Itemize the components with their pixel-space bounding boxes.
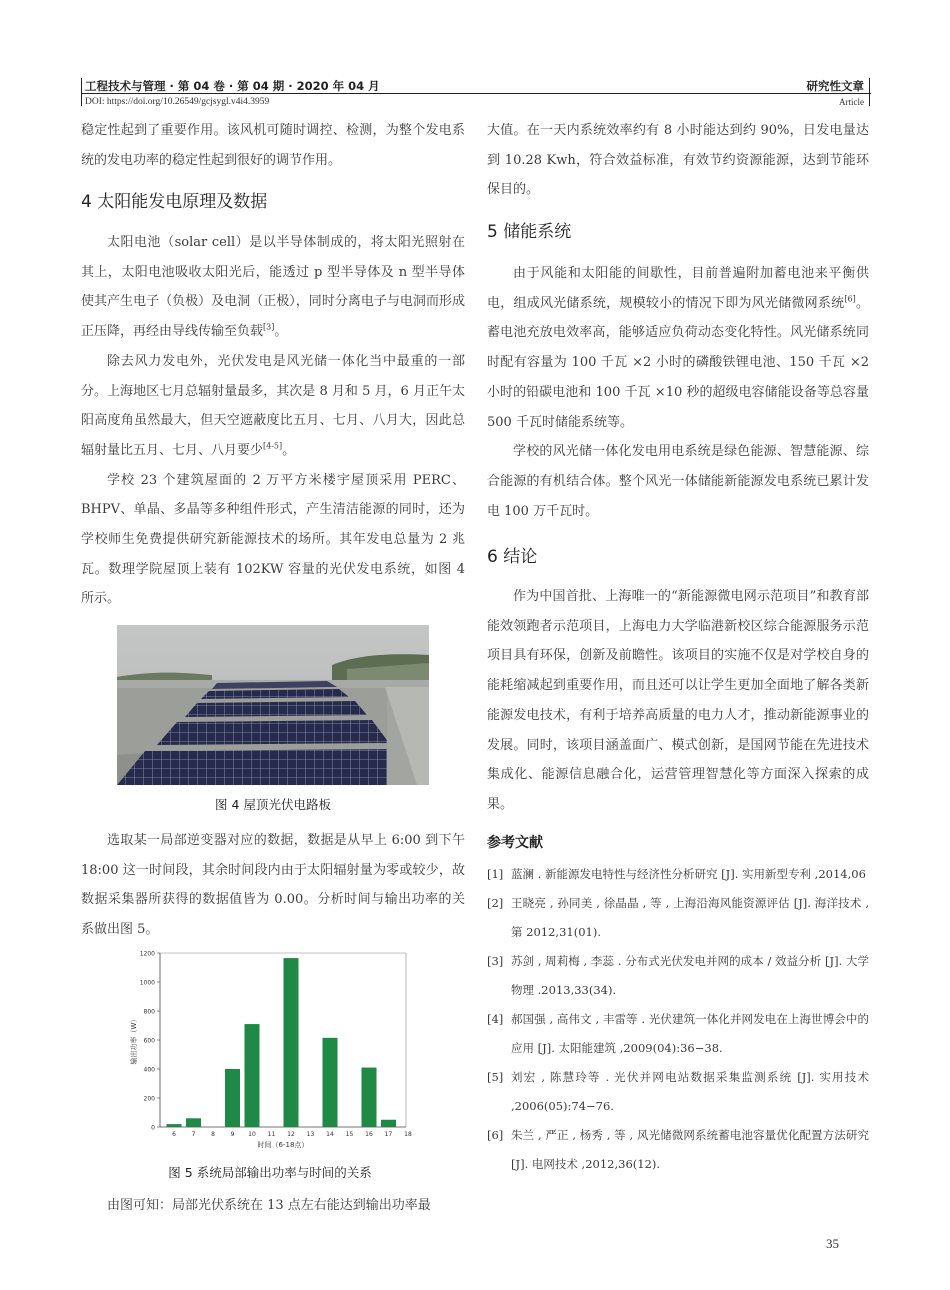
ref-text: 王晓亮 , 孙同美 , 徐晶晶 , 等 , 上海沿海风能资源评估 [J]. 海洋技术 , 第 2012,31(01). [511,896,869,939]
ref-number: [1] [487,867,504,881]
bar-9 [225,1069,240,1127]
header-rule [81,93,871,94]
section-heading-6: 6 结论 [487,547,538,567]
left-column-last [81,1191,465,1221]
ref-text: 朱兰 , 严正 , 杨秀 , 等 , 风光储微网系统蓄电池容量优化配置方法研究 [J]. 电网技术 ,2012,36(12). [511,1128,869,1171]
figure-4-caption: 图 4 屋顶光伏电路板 [215,797,331,812]
solar-panels-image [117,625,429,785]
ref-text: 蓝澜 . 新能源发电特性与经济性分析研究 [J]. 实用新型专利 ,2014,06 [511,867,866,881]
bar-chart [120,945,420,1155]
x-tick-label: 16 [365,1131,373,1138]
x-axis-label: 时间（6-18点） [257,1141,309,1149]
citation: [4-5] [263,441,283,451]
section-label-en: Article [839,97,864,107]
x-tick-label: 18 [404,1131,412,1138]
left-column-top [81,116,465,175]
paragraph: 作为中国首批、上海唯一的“新能源微电网示范项目”和教育部能效领跑者示范项目，上海电力大学临港新校区综合能源服务示范项目具有环保，创新及前瞻性。该项目的实施不仅是对学校自身的能耗缩减起到重要作用，而且还可以让学生更加全面地了解各类新能源发电技术，有利于培养高质量的电力人才，推动新能源事业的发展。同时，该项目涵盖面广、模式创新，是国网节能在先进技术集成化、能源信息融合化，运营管理智慧化等方面深入探索的成果。 [487,589,869,812]
x-tick-label: 15 [345,1131,354,1138]
figure-5-chart [120,945,420,1155]
y-tick-label: 800 [143,1008,155,1016]
bar-16 [362,1068,377,1127]
ref-text: 刘宏 , 陈慧玲等 . 光伏并网电站数据采集监测系统 [J]. 实用技术 ,2006(05):74−76. [511,1070,869,1113]
x-tick-label: 6 [172,1131,176,1138]
reference-item [487,889,869,947]
paragraph-text: 除去风力发电外，光伏发电是风光储一体化当中最重的一部分。上海地区七月总辐射量最多，其次是 8 月和 5 月，6 月正午太阳高度角虽然最大，但天空遮蔽度比五月、七月、八月大，因此总辐射量比五月、七月、八月要少 [81,353,465,458]
x-tick-label: 11 [267,1131,276,1138]
paragraph-text: 由于风能和太阳能的间歇性，目前普遍附加蓄电池来平衡供电，组成风光储系统，规模较小的情况下即为风光储微网系统 [487,266,869,311]
paragraph: 选取某一局部逆变器对应的数据，数据是从早上 6:00 到下午 18:00 这一时间段，其余时间段内由于太阳辐射量为零或较少，故数据采集器所获得的数据值皆为 0.00。分析时间与输出功率的关系做出图 5。 [81,833,465,938]
journal-info: 工程技术与管理 · 第 04 卷 · 第 04 期 · 2020 年 04 月 [85,79,380,93]
paragraph: 由图可知：局部光伏系统在 13 点左右能达到输出功率最 [107,1198,431,1213]
paragraph [487,259,869,437]
x-tick-label: 17 [384,1131,393,1138]
y-tick-label: 1200 [139,950,155,958]
y-axis-label: 输出功率（W） [130,1015,138,1065]
ref-number: [5] [487,1070,504,1084]
section-label: 研究性文章 [806,79,864,93]
punct: 。 [274,324,288,340]
paragraph: 学校的风光储一体化发电用电系统是绿色能源、智慧能源、综合能源的有机结合体。整个风光一体储能新能源发电系统已累计发电 100 万千瓦时。 [487,444,869,519]
bar-6 [167,1124,182,1127]
bar-7 [186,1118,201,1127]
right-column-conclusion [487,582,869,820]
page-number: 35 [826,1236,839,1251]
reference-item [487,1121,869,1179]
paragraph [81,347,465,466]
punct: 。 [282,442,296,458]
citation: [6] [844,294,856,304]
x-tick-label: 14 [326,1131,334,1138]
ref-number: [6] [487,1128,504,1142]
paragraph-text: 。蓄电池充放电效率高，能够适应负荷动态变化特性。风光储系统同时配有容量为 100 千瓦 ×2 小时的磷酸铁锂电池、150 千瓦 ×2 小时的铅碳电池和 100 千瓦 ×10 秒的超级电容储能设备等总容量 500 千瓦时储能系统等。 [487,295,869,430]
header-right [807,78,865,108]
paragraph: 大值。在一天内系统效率约有 8 小时能达到约 90%，日发电量达到 10.28 Kwh，符合效益标准，有效节约资源能源，达到节能环保目的。 [487,123,869,198]
x-tick-label: 8 [211,1131,215,1138]
references-list [487,860,869,1179]
right-column-body [487,259,869,526]
reference-item [487,1005,869,1063]
section-heading-5: 5 储能系统 [487,222,572,242]
figure-5-caption: 图 5 系统局部输出功率与时间的关系 [168,1165,372,1180]
doi-text: DOI: https://doi.org/10.26549/gcjsygl.v4i4.3959 [85,97,270,107]
bar-14 [323,1038,338,1127]
section-heading-4: 4 太阳能发电原理及数据 [81,192,268,212]
ref-number: [3] [487,954,504,968]
paragraph: 学校 23 个建筑屋面的 2 万平方米楼宇屋顶采用 PERC、BHPV、单晶、多晶等多种组件形式，产生清洁能源的同时，还为学校师生免费提供研究新能源技术的场所。其年发电总量为 2 兆瓦。数理学院屋顶上装有 102KW 容量的光伏发电系统，如图 4 所示。 [81,472,465,607]
y-tick-label: 400 [143,1066,155,1074]
ref-text: 苏剑 , 周莉梅 , 李蕊 . 分布式光伏发电并网的成本 / 效益分析 [J]. 大学物理 .2013,33(34). [511,954,869,997]
paragraph [81,228,465,347]
ref-number: [4] [487,1012,504,1026]
bar-10 [245,1024,260,1127]
paragraph: 稳定性起到了重要作用。该风机可随时调控、检测，为整个发电系统的发电功率的稳定性起到很好的调节作用。 [81,123,465,168]
x-tick-label: 9 [230,1131,235,1138]
x-tick-label: 10 [248,1131,256,1138]
y-tick-label: 1000 [139,979,155,987]
bar-17 [381,1120,396,1127]
right-column-top [487,116,869,205]
paragraph-text: 太阳电池（solar cell）是以半导体制成的，将太阳光照射在其上，太阳电池吸收太阳光后，能透过 p 型半导体及 n 型半导体使其产生电子（负极）及电洞（正极），同时分离电子与电洞而形成正压降，再经由导线传输至负载 [81,235,465,340]
references-title: 参考文献 [487,835,543,851]
y-tick-label: 600 [143,1037,155,1045]
reference-item [487,860,869,889]
ref-number: [2] [487,896,504,910]
y-tick-label: 0 [151,1124,155,1132]
ref-text: 郝国强 , 高伟文 , 丰雷等 . 光伏建筑一体化并网发电在上海世博会中的应用 [J]. 太阳能建筑 ,2009(04):36−38. [511,1012,869,1055]
x-tick-label: 13 [306,1131,315,1138]
reference-item [487,1063,869,1121]
left-column-lower [81,826,465,945]
citation: [3] [263,322,275,332]
header-right-rule [869,78,870,106]
x-tick-label: 7 [191,1131,196,1138]
y-tick-label: 200 [143,1095,155,1103]
left-column-body [81,228,465,614]
x-tick-label: 12 [287,1131,295,1138]
figure-4-photo [117,625,429,785]
bar-12 [284,958,299,1127]
reference-item [487,947,869,1005]
